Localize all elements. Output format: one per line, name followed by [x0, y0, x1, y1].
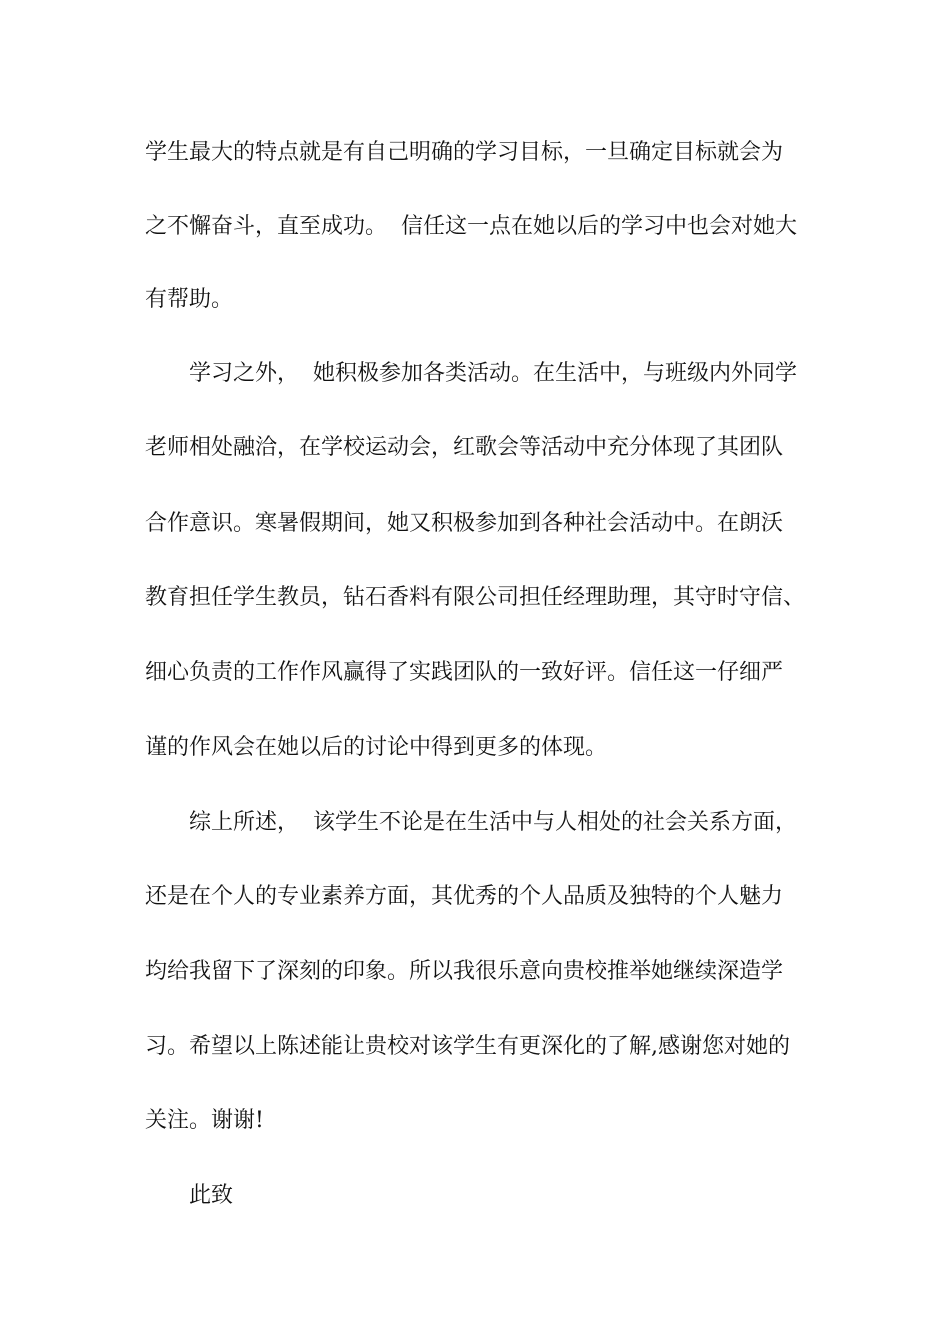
paragraph-line: 关注。谢谢!: [145, 1108, 264, 1133]
paragraph-line: 老师相处融洽，在学校运动会，红歌会等活动中充分体现了其团队: [145, 435, 784, 460]
paragraph-line: 之不懈奋斗，直至成功。 信任这一点在她以后的学习中也会对她大: [145, 214, 797, 239]
paragraph-line: 谨的作风会在她以后的讨论中得到更多的体现。: [145, 735, 608, 760]
paragraph-line: 合作意识。寒暑假期间，她又积极参加到各种社会活动中。在朗沃: [145, 511, 784, 536]
paragraph-line: 综上所述， 该学生不论是在生活中与人相处的社会关系方面，: [189, 810, 797, 835]
paragraph-line: 细心负责的工作作风赢得了实践团队的一致好评。信任这一仔细严: [145, 660, 784, 685]
paragraph-line: 均给我留下了深刻的印象。所以我很乐意向贵校推举她继续深造学: [145, 959, 784, 984]
paragraph-line: 还是在个人的专业素养方面，其优秀的个人品质及独特的个人魅力: [145, 884, 784, 909]
paragraph-line: 学习之外， 她积极参加各类活动。在生活中，与班级内外同学: [189, 361, 797, 386]
paragraph-line: 习。希望以上陈述能让贵校对该学生有更深化的了解,感谢您对她的: [145, 1034, 790, 1059]
paragraph-line: 学生最大的特点就是有自己明确的学习目标，一旦确定目标就会为: [145, 140, 784, 165]
paragraph-line: 有帮助。: [145, 287, 234, 312]
paragraph-line: 教育担任学生教员，钻石香料有限公司担任经理助理，其守时守信、: [145, 585, 806, 610]
closing-salutation: 此致: [189, 1183, 234, 1208]
